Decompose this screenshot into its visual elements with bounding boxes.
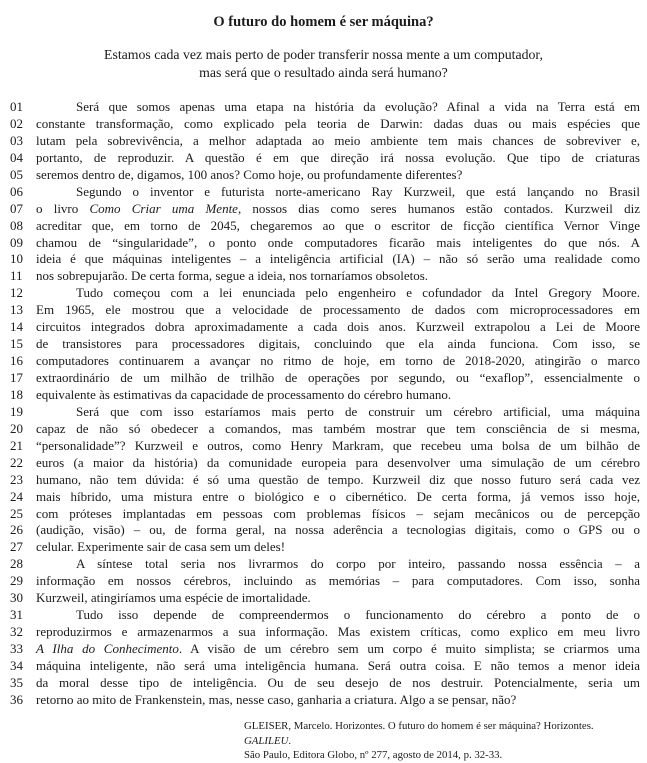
line-text <box>36 218 640 235</box>
text-segment: da moral desse tipo de inteligência. Ou de seu desejo de nos destruir. Potencialmente, seria um <box>36 674 640 690</box>
line-text <box>36 133 640 150</box>
text-line <box>10 336 647 353</box>
line-text <box>36 607 640 624</box>
subtitle-line-1: Estamos cada vez mais perto de poder transferir nossa mente a um computador, <box>104 47 543 62</box>
text-line <box>10 556 647 573</box>
line-text <box>36 539 640 556</box>
line-text <box>36 522 640 539</box>
document-title: O futuro do homem é ser máquina? <box>213 14 434 30</box>
line-number: 29 <box>10 573 23 589</box>
line-number: 35 <box>10 674 23 690</box>
text-segment: , nossos dias como seres humanos estão contados. Kurzweil diz <box>237 200 640 216</box>
text-line <box>10 319 647 336</box>
line-number: 31 <box>10 607 23 623</box>
line-number: 07 <box>10 200 23 216</box>
text-segment: . A visão de um cérebro sem um corpo é muito simplista; se criarmos uma <box>178 641 640 656</box>
line-number: 23 <box>10 471 23 487</box>
text-line <box>10 184 647 201</box>
line-text <box>36 268 640 285</box>
line-number: 26 <box>10 522 23 538</box>
text-segment: humano, não tem dúvida: é só uma questão de tempo. Kurzweil diz que nosso futuro será cada vez <box>36 471 640 487</box>
line-number: 25 <box>10 505 23 521</box>
text-segment: Segundo o inventor e futurista norte-americano Ray Kurzweil, que está lançando no Brasil <box>76 183 640 199</box>
text-segment: retorno ao mito de Frankenstein, mas, nesse caso, ganharia a criatura. Algo a se pensar, não? <box>36 691 517 707</box>
text-line <box>10 489 647 506</box>
text-segment: lutam pela sobrevivência, a melhor adaptada ao meio ambiente tem mais chances de sobreviver e, <box>36 132 640 148</box>
line-number: 21 <box>10 437 23 453</box>
line-text <box>36 455 640 472</box>
text-segment: o livro <box>36 200 90 216</box>
text-line <box>10 251 647 268</box>
text-line <box>10 133 647 150</box>
text-segment: celular. Experimente sair de casa sem um deles! <box>36 539 286 555</box>
text-segment: com próteses implantadas em pessoas com problemas físicos – sejam mecânicos ou de percepção <box>36 505 640 521</box>
citation <box>244 719 642 763</box>
text-line <box>10 675 647 692</box>
text-segment: nos sobrepujarão. De certa forma, segue a ideia, nos tornaríamos obsoletos. <box>36 268 429 284</box>
text-segment: equivalente às estimativas da capacidade de processamento do cérebro humano. <box>36 386 452 402</box>
text-line <box>10 421 647 438</box>
line-text <box>36 370 640 387</box>
line-number: 11 <box>10 268 23 284</box>
line-number: 32 <box>10 624 23 640</box>
text-line <box>10 218 647 235</box>
line-text <box>36 167 640 184</box>
text-line <box>10 404 647 421</box>
text-line <box>10 573 647 590</box>
line-number: 24 <box>10 488 23 504</box>
line-text <box>36 556 640 573</box>
line-number: 34 <box>10 657 23 673</box>
line-number: 12 <box>10 285 23 301</box>
text-segment: constante transformação, como explicado pela teoria de Darwin: dadas duas ou mais espécies que <box>36 115 640 131</box>
text-segment: computadores continuarem a avançar no ritmo de hoje, em torno de 2018-2020, atingirão o marco <box>36 353 640 369</box>
line-number: 09 <box>10 234 23 250</box>
citation-line <box>244 719 642 748</box>
document-subtitle <box>0 46 647 82</box>
line-number: 13 <box>10 302 23 318</box>
text-segment: portanto, de reproduzir. A questão é em que direção irá nossa evolução. Que tipo de criaturas <box>36 149 640 165</box>
line-text <box>36 319 640 336</box>
text-line <box>10 302 647 319</box>
line-text <box>36 235 640 252</box>
text-segment: “personalidade”? Kurzweil e outros, como Henry Markram, que recebeu uma bolsa de um bilhão de <box>36 437 640 453</box>
italic-text: Como Criar uma Mente <box>89 200 238 216</box>
text-segment: A síntese total seria nos livrarmos do corpo por inteiro, passando nossa essência – a <box>76 556 640 572</box>
text-segment: chamou de “singularidade”, o ponto onde computadores ficarão mais inteligentes do que nós. A <box>36 234 640 250</box>
text-line <box>10 99 647 116</box>
line-text <box>36 438 640 455</box>
text-line <box>10 506 647 523</box>
text-line <box>10 201 647 218</box>
text-line <box>10 150 647 167</box>
text-segment: informação em nossos cérebros, incluindo as memórias – para computadores. Com isso, sonha <box>36 573 640 589</box>
line-number: 14 <box>10 319 23 335</box>
text-body <box>0 99 647 709</box>
italic-text: A Ilha do Conhecimento <box>36 641 179 656</box>
line-number: 01 <box>10 99 23 114</box>
line-number: 02 <box>10 115 23 131</box>
text-line <box>10 522 647 539</box>
line-number: 36 <box>10 691 23 707</box>
line-text <box>36 150 640 167</box>
line-number: 30 <box>10 590 23 606</box>
text-line <box>10 472 647 489</box>
line-text <box>36 658 640 675</box>
text-segment: (audição, visão) – ou, de forma geral, na nossa aderência a tecnologias digitais, como o GPS ou o <box>36 522 640 538</box>
text-line <box>10 370 647 387</box>
line-text <box>36 201 640 218</box>
text-line <box>10 641 647 658</box>
line-text <box>36 590 640 607</box>
line-text <box>36 336 640 353</box>
line-number: 15 <box>10 336 23 352</box>
text-segment: máquina inteligente, não será uma inteligência humana. Será outra coisa. E não temos a menor ideia <box>36 657 640 673</box>
text-segment: GLEISER, Marcelo. Horizontes. O futuro do homem é ser máquina? Horizontes. <box>244 720 594 732</box>
line-number: 18 <box>10 386 23 402</box>
text-segment: seremos dentro de, digamos, 100 anos? Como hoje, ou profundamente diferentes? <box>36 166 463 182</box>
line-number: 19 <box>10 403 23 419</box>
text-line <box>10 590 647 607</box>
text-segment: Kurzweil, atingiríamos uma espécie de imortalidade. <box>36 590 311 606</box>
line-number: 17 <box>10 370 23 385</box>
line-number: 08 <box>10 217 23 233</box>
line-number: 03 <box>10 132 23 148</box>
line-number: 27 <box>10 539 23 555</box>
line-text <box>36 387 640 404</box>
line-text <box>36 184 640 201</box>
line-number: 16 <box>10 353 23 369</box>
text-line <box>10 658 647 675</box>
line-text <box>36 421 640 438</box>
text-segment: ideia é que máquinas inteligentes – a inteligência artificial (IA) – não só serão uma realidade como <box>36 251 640 267</box>
text-line <box>10 235 647 252</box>
text-segment: Será que com isso estaríamos mais perto de construir um cérebro artificial, uma máquina <box>76 403 640 419</box>
text-segment: de transistores para processadores digitais, concluindo que ela ainda funciona. Com isso, se <box>36 336 640 352</box>
line-text <box>36 116 640 133</box>
line-text <box>36 675 640 692</box>
text-segment: Será que somos apenas uma etapa na história da evolução? Afinal a vida na Terra está em <box>76 99 640 114</box>
text-segment: Em 1965, ele mostrou que a velocidade de processamento de dados com microprocessadores em <box>36 302 640 318</box>
line-number: 04 <box>10 149 23 165</box>
text-line <box>10 387 647 404</box>
line-text <box>36 506 640 523</box>
line-text <box>36 489 640 506</box>
text-line <box>10 455 647 472</box>
text-segment: . <box>288 734 292 747</box>
line-number: 05 <box>10 166 23 182</box>
line-text <box>36 573 640 590</box>
text-segment: euros (a maior da história) da comunidade europeia para desenvolver uma simulação de um cérebro <box>36 454 640 470</box>
line-number: 10 <box>10 251 23 267</box>
line-text <box>36 285 640 302</box>
text-line <box>10 539 647 556</box>
text-segment: São Paulo, Editora Globo, nº 277, agosto de 2014, p. 32-33. <box>244 749 503 761</box>
text-line <box>10 607 647 624</box>
line-text <box>36 472 640 489</box>
line-text <box>36 641 640 658</box>
text-segment: capaz de não só obedecer a comandos, mas também mostrar que tem consciência de si mesma, <box>36 420 640 436</box>
text-line <box>10 353 647 370</box>
text-line <box>10 285 647 302</box>
line-text <box>36 302 640 319</box>
line-number: 06 <box>10 183 23 199</box>
line-text <box>36 404 640 421</box>
text-segment: reproduzirmos e armazenarmos a sua informação. Mas existem críticas, como explico em meu livro <box>36 624 640 640</box>
text-segment: acreditar que, em torno de 2045, chegaremos ao que o escritor de ficção científica Vernor Vinge <box>36 217 640 233</box>
line-text <box>36 353 640 370</box>
line-text <box>36 99 640 116</box>
line-text <box>36 624 640 641</box>
text-segment: mais híbrido, uma mistura entre o biológico e o cibernético. De certa forma, já vemos isso hoje, <box>36 488 640 504</box>
text-line <box>10 268 647 285</box>
text-segment: Tudo isso depende de compreendermos o funcionamento do cérebro a ponto de o <box>76 607 640 623</box>
line-number: 20 <box>10 420 23 436</box>
text-line <box>10 438 647 455</box>
text-segment: circuitos integrados dobra aproximadamente a cada dois anos. Kurzweil extrapolou a Lei de Moore <box>36 319 640 335</box>
text-line <box>10 167 647 184</box>
line-text <box>36 251 640 268</box>
line-number: 28 <box>10 556 23 572</box>
italic-text: GALILEU <box>244 734 289 747</box>
citation-line <box>244 748 642 763</box>
line-number: 33 <box>10 641 23 656</box>
text-line <box>10 692 647 709</box>
text-segment: extraordinário de um milhão de trilhão de operações por segundo, ou “exaflop”, essencialmente o <box>36 370 640 385</box>
text-line <box>10 624 647 641</box>
subtitle-line-2: mas será que o resultado ainda será humano? <box>199 65 448 80</box>
line-text <box>36 692 640 709</box>
line-number: 22 <box>10 454 23 470</box>
text-line <box>10 116 647 133</box>
text-segment: Tudo começou com a lei enunciada pelo engenheiro e cofundador da Intel Gregory Moore. <box>76 285 640 301</box>
